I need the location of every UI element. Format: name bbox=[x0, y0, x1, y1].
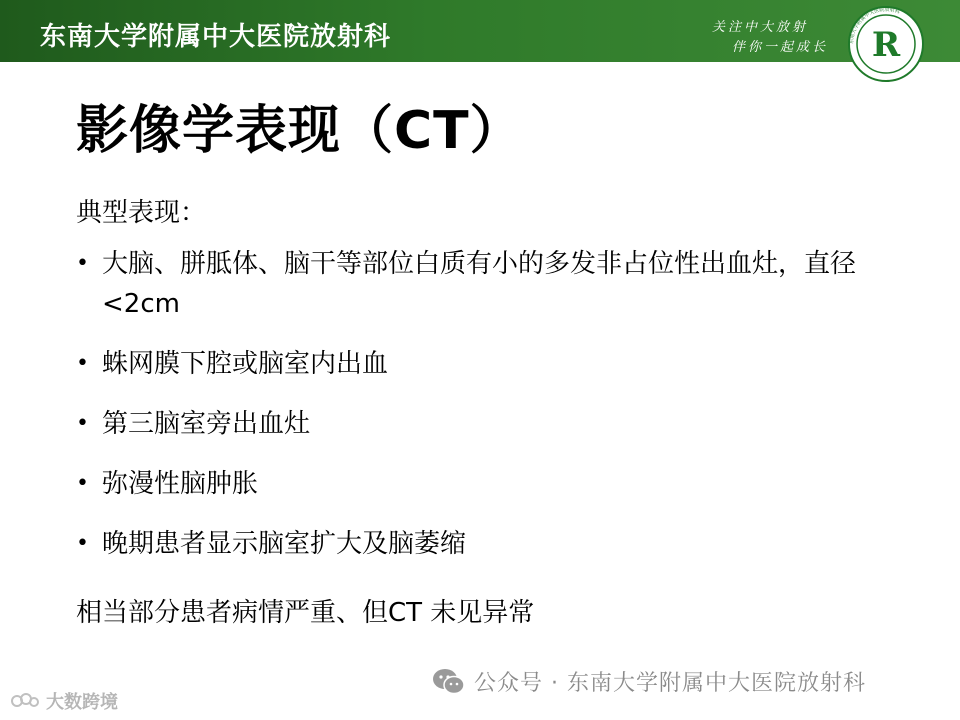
header-bar bbox=[0, 0, 960, 62]
slide-title: 影像学表现（CT） bbox=[76, 101, 523, 161]
bullet-marker: • bbox=[76, 531, 89, 556]
corner-watermark-text: 大数跨境 bbox=[46, 692, 118, 713]
bullet-marker: • bbox=[76, 411, 89, 436]
list-item-text: 弥漫性脑肿胀 bbox=[102, 469, 259, 499]
wechat-icon bbox=[432, 667, 466, 697]
list-item bbox=[76, 524, 906, 564]
section-subtitle: 典型表现： bbox=[76, 198, 207, 228]
slogan-line-2: 伴你一起成长 bbox=[732, 40, 829, 55]
bullet-marker: • bbox=[76, 251, 89, 276]
bullet-marker: • bbox=[76, 351, 89, 376]
closing-note: 相当部分患者病情严重、但CT 未见异常 bbox=[76, 598, 535, 628]
bullet-marker: • bbox=[76, 471, 89, 496]
list-item-text: 晚期患者显示脑室扩大及脑萎缩 bbox=[102, 529, 467, 559]
list-item-text: 蛛网膜下腔或脑室内出血 bbox=[102, 349, 389, 379]
hospital-logo bbox=[846, 4, 926, 84]
list-item bbox=[76, 244, 906, 324]
logo-ring-text: 东南大学附属中大医院放射科 bbox=[848, 6, 901, 45]
list-item-text: 大脑、胼胝体、脑干等部位白质有小的多发非占位性出血灶，直径<2cm bbox=[102, 249, 857, 319]
findings-list bbox=[76, 244, 906, 584]
slogan-line-1: 关注中大放射 bbox=[712, 20, 809, 35]
wechat-watermark bbox=[432, 666, 866, 697]
corner-watermark bbox=[10, 688, 118, 714]
logo-initial: R bbox=[871, 25, 901, 65]
brand-logo-icon bbox=[10, 690, 40, 712]
department-title: 东南大学附属中大医院放射科 bbox=[40, 22, 392, 52]
list-item bbox=[76, 404, 906, 444]
list-item-text: 第三脑室旁出血灶 bbox=[102, 409, 311, 439]
list-item bbox=[76, 464, 906, 504]
list-item bbox=[76, 344, 906, 384]
wechat-account-text: 公众号 · 东南大学附属中大医院放射科 bbox=[474, 671, 866, 696]
